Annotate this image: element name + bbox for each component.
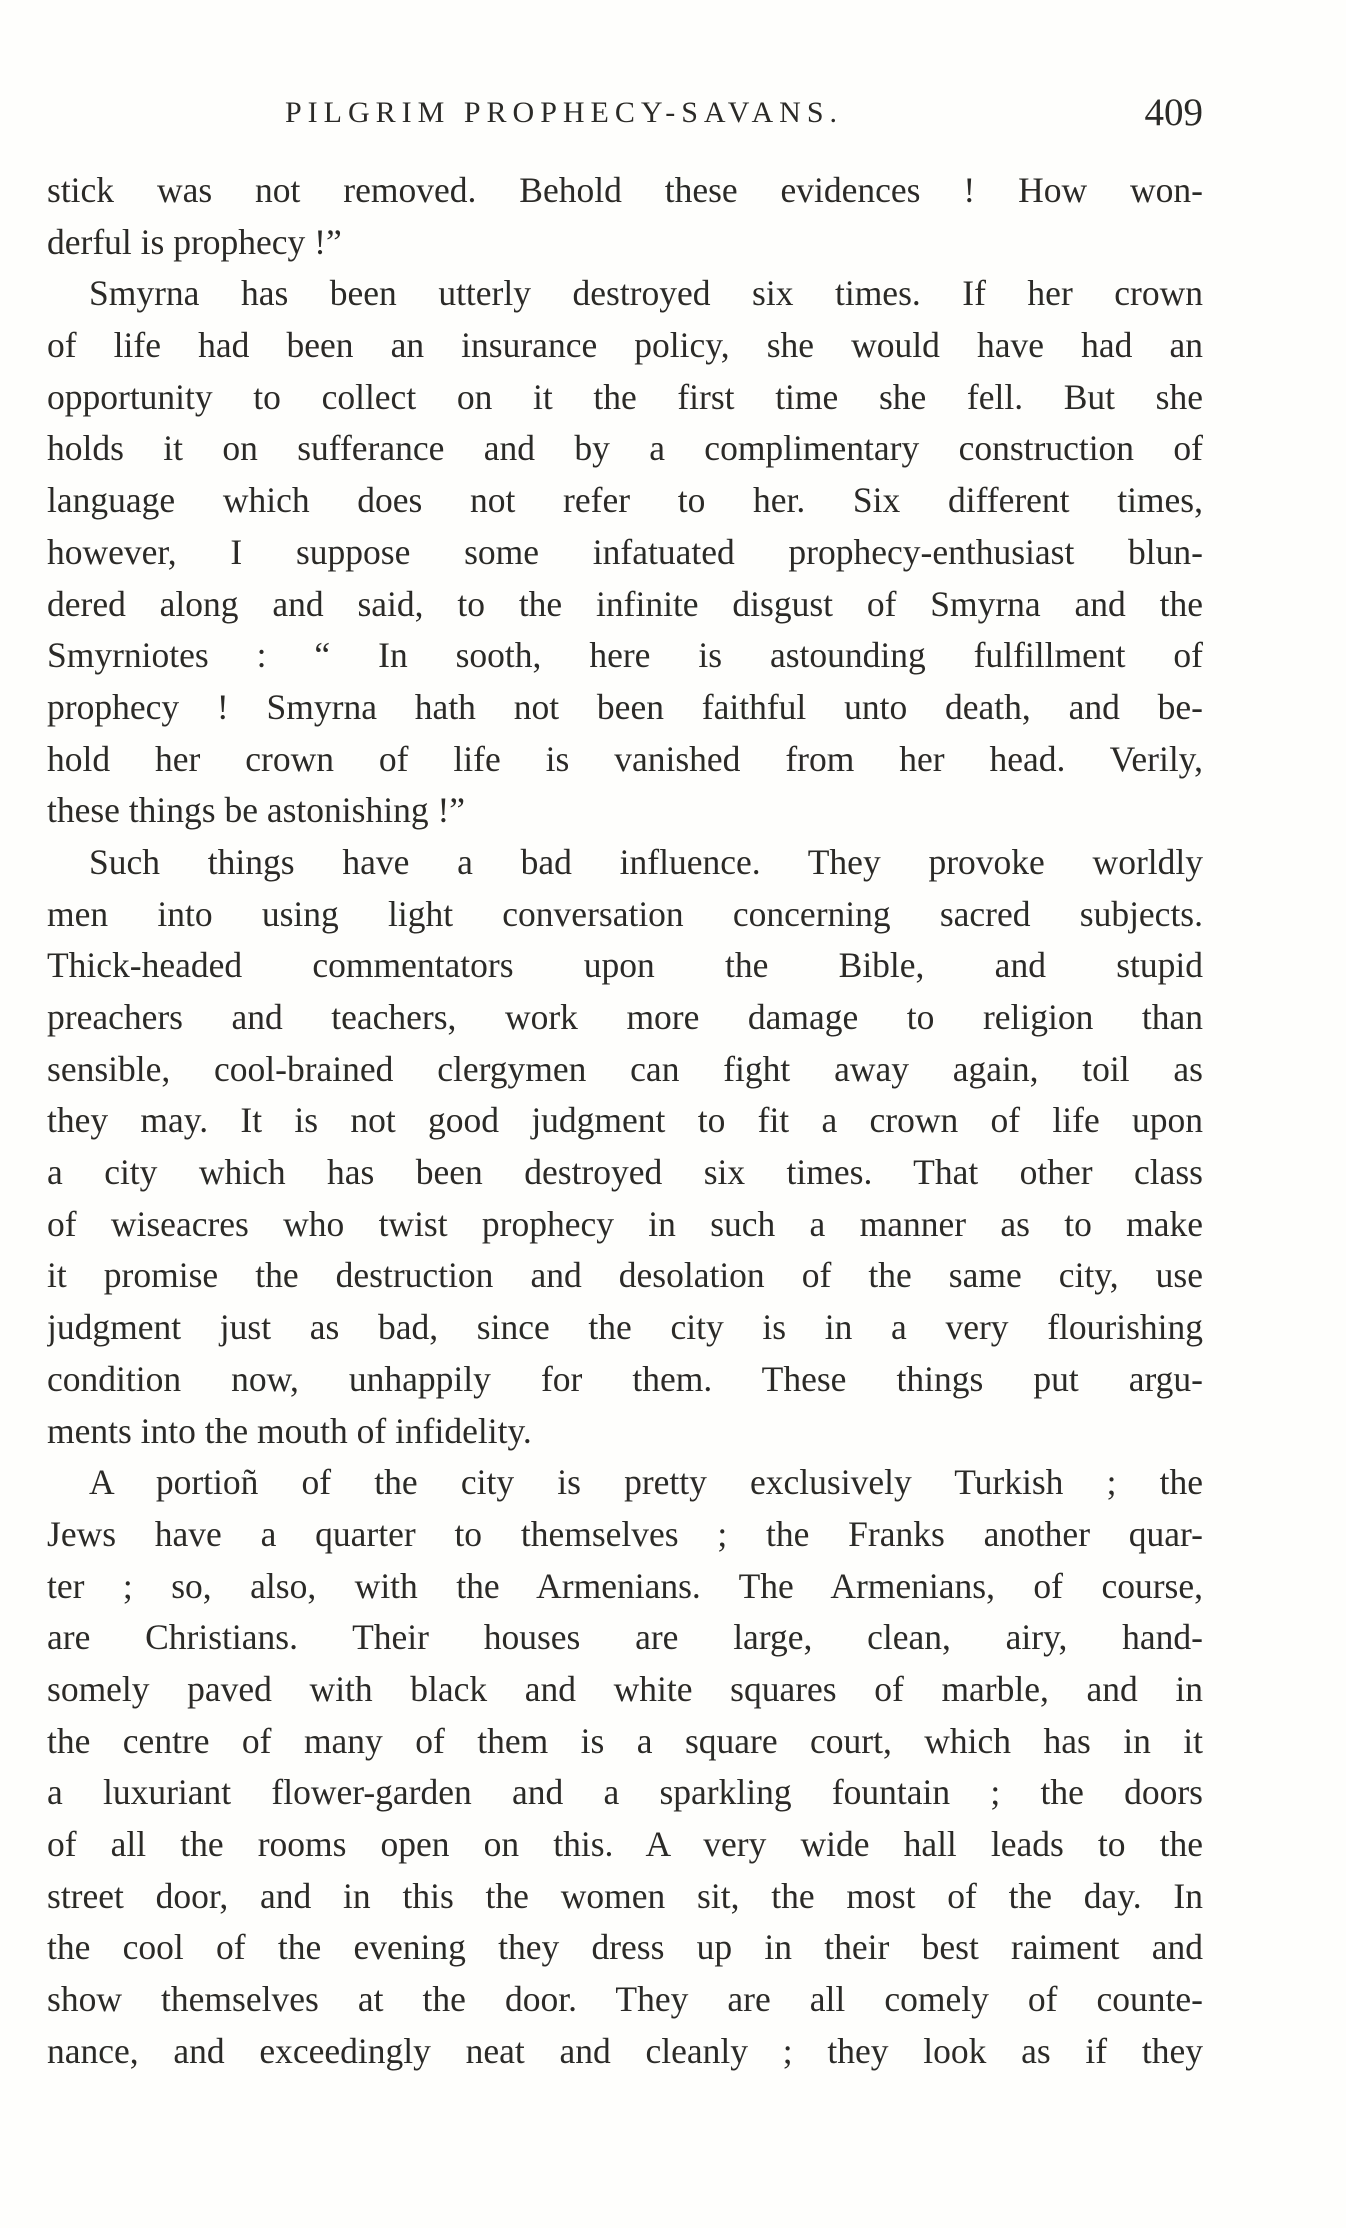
text-line: show themselves at the door. They are all comely of counte-: [47, 1979, 1203, 2020]
text-line: a luxuriant flower-garden and a sparkling fountain ; the doors: [47, 1772, 1203, 1813]
page-header: [45, 88, 1203, 138]
text-line: street door, and in this the women sit, the most of the day. In: [47, 1875, 1203, 1916]
text-line: dered along and said, to the infinite disgust of Smyrna and the: [47, 583, 1203, 624]
text-line: of all the rooms open on this. A very wide hall leads to the: [47, 1824, 1203, 1864]
text-line: Thick-headed commentators upon the Bible, and stupid: [47, 945, 1203, 986]
body-text: [47, 165, 1203, 2077]
text-line: of wiseacres who twist prophecy in such a manner as to make: [47, 1203, 1203, 1244]
text-line: nance, and exceedingly neat and cleanly ; they look as if they: [47, 2030, 1203, 2071]
text-line: derful is prophecy !”: [47, 221, 342, 262]
running-title: PILGRIM PROPHECY-SAVANS.: [285, 96, 844, 129]
text-line: the cool of the evening they dress up in their best raiment and: [47, 1927, 1203, 1968]
text-line: of life had been an insurance policy, she would have had an: [47, 325, 1203, 366]
text-line: stick was not removed. Behold these evidences ! How won-: [47, 170, 1203, 210]
text-line: it promise the destruction and desolation of the same city, use: [47, 1255, 1203, 1296]
page-number: 409: [1144, 91, 1203, 134]
text-line: ments into the mouth of infidelity.: [47, 1410, 532, 1451]
text-line: the centre of many of them is a square court, which has in it: [47, 1720, 1203, 1761]
text-line: judgment just as bad, since the city is in a very flourishing: [47, 1307, 1203, 1348]
text-line: however, I suppose some infatuated prophecy-enthusiast blun-: [47, 531, 1203, 572]
text-line: prophecy ! Smyrna hath not been faithful unto death, and be-: [47, 686, 1203, 727]
text-line: a city which has been destroyed six times. That other class: [47, 1152, 1203, 1193]
text-line: sensible, cool-brained clergymen can fight away again, toil as: [47, 1048, 1203, 1089]
text-line: preachers and teachers, work more damage to religion than: [47, 997, 1203, 1037]
text-line: Smyrna has been utterly destroyed six times. If her crown: [89, 273, 1203, 314]
text-line: A portioñ of the city is pretty exclusively Turkish ; the: [89, 1462, 1203, 1503]
text-line: somely paved with black and white squares of marble, and in: [47, 1668, 1203, 1709]
text-line: ter ; so, also, with the Armenians. The Armenians, of course,: [47, 1565, 1203, 1606]
text-line: language which does not refer to her. Six different times,: [47, 480, 1203, 521]
text-line: Smyrniotes : “ In sooth, here is astounding fulfillment of: [47, 635, 1203, 676]
text-line: opportunity to collect on it the first time she fell. But she: [47, 376, 1203, 417]
text-line: hold her crown of life is vanished from her head. Verily,: [47, 738, 1203, 779]
text-line: these things be astonishing !”: [47, 790, 466, 831]
text-line: are Christians. Their houses are large, clean, airy, hand-: [47, 1617, 1203, 1658]
text-line: condition now, unhappily for them. These things put argu-: [47, 1358, 1203, 1399]
text-line: Jews have a quarter to themselves ; the Franks another quar-: [47, 1513, 1203, 1554]
text-line: Such things have a bad influence. They provoke worldly: [89, 841, 1203, 882]
text-line: they may. It is not good judgment to fit a crown of life upon: [47, 1100, 1203, 1141]
text-line: holds it on sufferance and by a complimentary construction of: [47, 428, 1203, 469]
text-line: men into using light conversation concerning sacred subjects.: [47, 893, 1203, 934]
